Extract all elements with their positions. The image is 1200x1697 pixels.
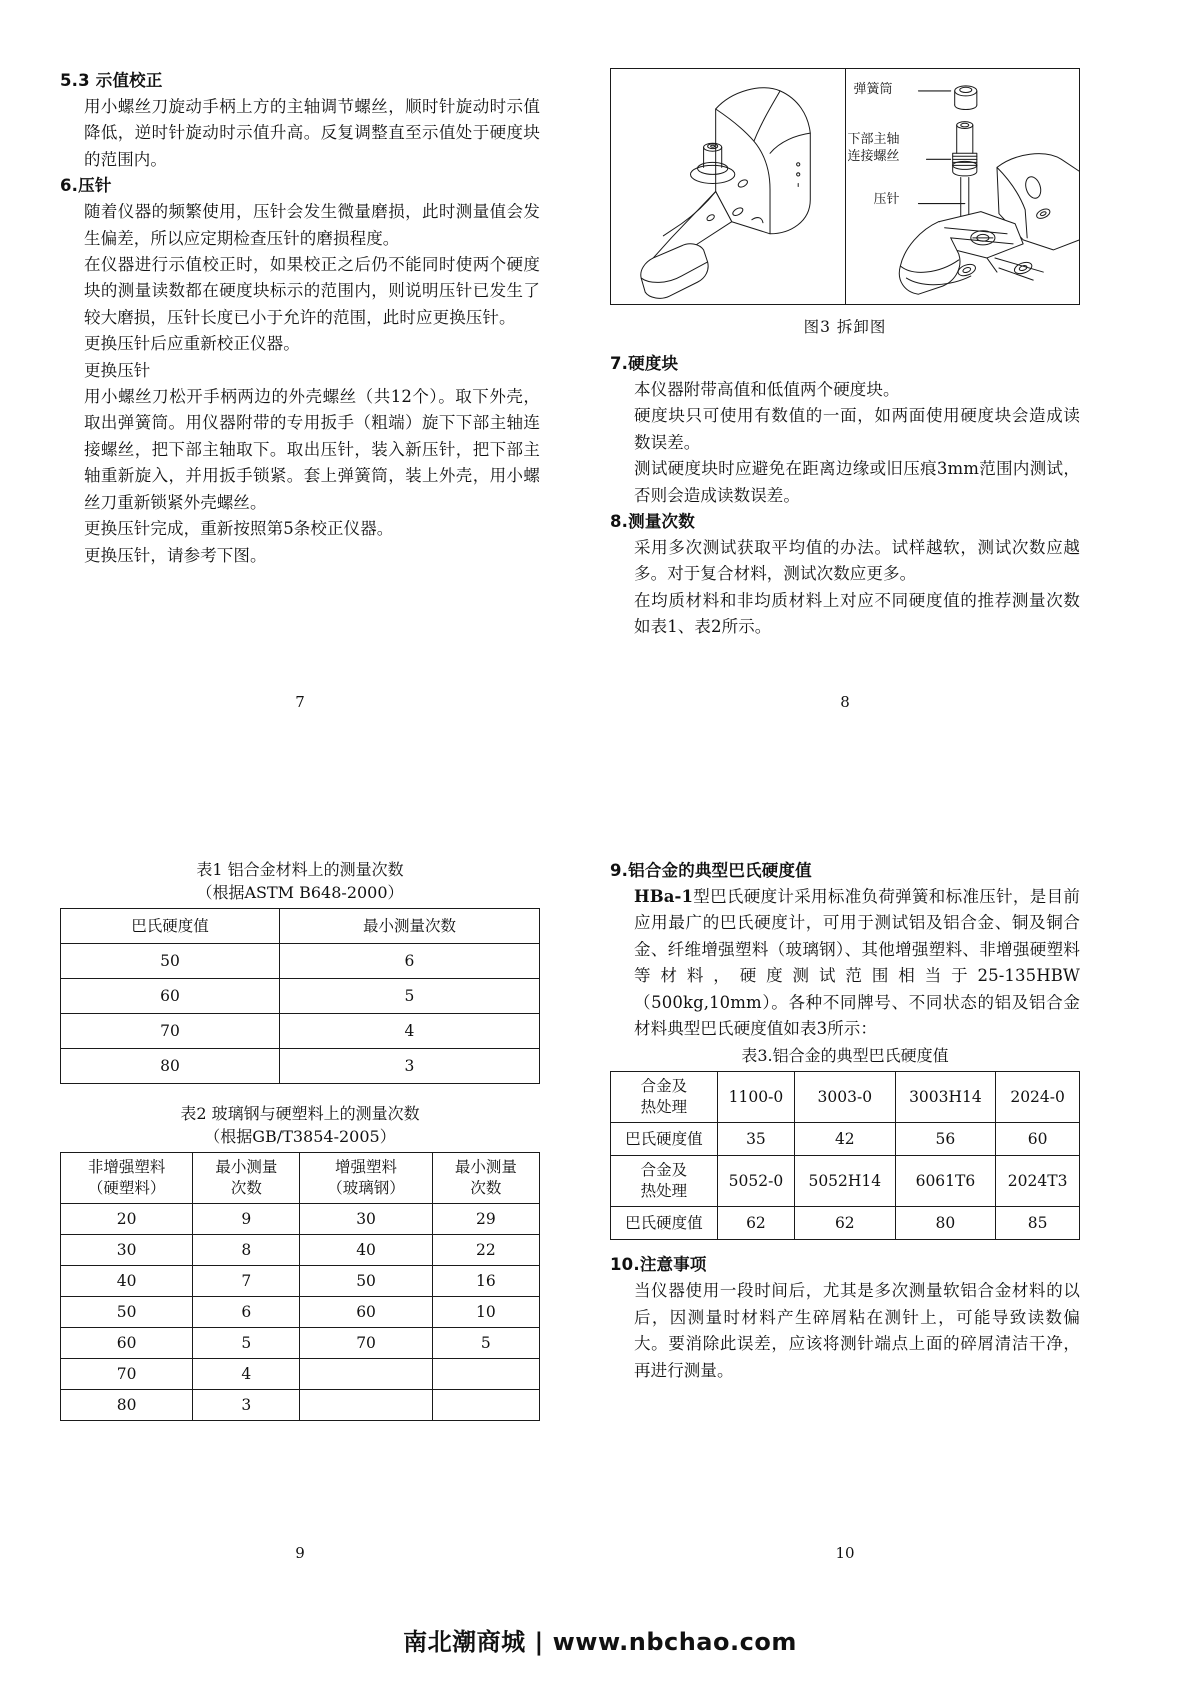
table-3-alloy-b1-0: 1100-0 xyxy=(717,1072,794,1123)
table-1-cell-0-0: 50 xyxy=(61,944,280,979)
table-3-alloy-b1-2: 3003H14 xyxy=(895,1072,996,1123)
table-1-subtitle: （根据ASTM B648-2000） xyxy=(196,883,404,902)
table-3-hardness-b1-0: 35 xyxy=(717,1123,794,1156)
table-2 xyxy=(60,1152,540,1421)
table-2-cell-1-0: 30 xyxy=(61,1235,193,1266)
table-row xyxy=(61,1266,540,1297)
table-2-cell-3-1: 6 xyxy=(193,1297,300,1328)
table-2-cell-6-2 xyxy=(300,1390,432,1421)
table-2-cell-2-1: 7 xyxy=(193,1266,300,1297)
page-9-content xyxy=(60,858,540,1421)
table-row xyxy=(61,1235,540,1266)
table-1-header-0: 巴氏硬度值 xyxy=(61,909,280,944)
table-2-cell-4-2: 70 xyxy=(300,1328,432,1359)
figure-label-spring-barrel: 弹簧筒 xyxy=(853,82,893,97)
table-row-header xyxy=(61,909,540,944)
table-row-header xyxy=(61,1153,540,1204)
paragraph-6-5: 用小螺丝刀松开手柄两边的外壳螺丝（共12个）。取下外壳，取出弹簧筒。用仪器附带的专用扳手（粗端）旋下下部主轴连接螺丝，把下部主轴取下。取出压针，装入新压针，把下部主轴重新旋入，并用扳手锁紧。套上弹簧筒，装上外壳，用小螺丝刀重新锁紧外壳螺丝。 xyxy=(84,387,540,512)
table-3-alloy-b1-3: 2024-0 xyxy=(996,1072,1080,1123)
table-3-hardness-b2-1: 62 xyxy=(795,1207,896,1240)
table-3-rowlabel-alloy-1 xyxy=(611,1072,718,1123)
table-1-title-block xyxy=(60,858,540,904)
table-3-alloy-b2-1: 5052H14 xyxy=(795,1156,896,1207)
heading-8: 8.测量次数 xyxy=(610,512,695,532)
table-3-hardness-b2-0: 62 xyxy=(717,1207,794,1240)
table-2-title-block xyxy=(60,1102,540,1148)
table-row xyxy=(61,1204,540,1235)
table-3 xyxy=(610,1071,1080,1240)
table-2-cell-3-0: 50 xyxy=(61,1297,193,1328)
figure-3 xyxy=(610,68,1080,305)
heading-5-3: 5.3 示值校正 xyxy=(60,71,163,90)
heading-10: 10.注意事项 xyxy=(610,1255,707,1275)
table-1-cell-1-1: 5 xyxy=(279,979,539,1014)
table-2-header-3-line2: 次数 xyxy=(470,1179,502,1197)
table-3-alloy-b2-0: 5052-0 xyxy=(717,1156,794,1207)
tool-exploded-illustration xyxy=(846,69,1080,304)
figure-label-lower-spindle-line1: 下部主轴 xyxy=(847,132,900,147)
table-2-header-0-line1: 非增强塑料 xyxy=(87,1158,166,1176)
table-row xyxy=(61,1049,540,1084)
table-2-header-2 xyxy=(300,1153,432,1204)
paragraph-6-2: 在仪器进行示值校正时，如果校正之后仍不能同时使两个硬度块的测量读数都在硬度块标示的范围内，则说明压针已发生了较大磨损，压针长度已小于允许的范围，此时应更换压针。 xyxy=(84,255,540,327)
table-3-hardness-b1-2: 56 xyxy=(895,1123,996,1156)
table-2-header-3-line1: 最小测量 xyxy=(454,1158,517,1176)
paragraph-6-6: 更换压针完成，重新按照第5条校正仪器。 xyxy=(84,519,394,539)
table-2-cell-0-1: 9 xyxy=(193,1204,300,1235)
table-2-cell-0-0: 20 xyxy=(61,1204,193,1235)
table-2-header-1 xyxy=(193,1153,300,1204)
table-row xyxy=(611,1207,1080,1240)
paragraph-7-2: 硬度块只可使用有数值的一面，如两面使用硬度块会造成读数误差。 xyxy=(634,406,1080,452)
paragraph-6-3: 更换压针后应重新校正仪器。 xyxy=(84,334,300,354)
page-7-content xyxy=(60,68,540,569)
paragraph-6-1: 随着仪器的频繁使用，压针会发生微量磨损，此时测量值会发生偏差，所以应定期检查压针的磨损程度。 xyxy=(84,202,540,248)
table-3-rowlabel-alloy-1-line1: 合金及 xyxy=(640,1077,688,1096)
table-2-cell-6-3 xyxy=(432,1390,539,1421)
table-2-cell-5-3 xyxy=(432,1359,539,1390)
table-2-cell-2-2: 50 xyxy=(300,1266,432,1297)
table-row xyxy=(61,979,540,1014)
table-3-rowlabel-alloy-2-line2: 热处理 xyxy=(640,1182,688,1201)
paragraph-9-rest: 型巴氏硬度计采用标准负荷弹簧和标准压针，是目前应用最广的巴氏硬度计，可用于测试铝及铝合金、铜及铜合金、纤维增强塑料（玻璃钢）、其他增强塑料、非增强硬塑料等材料，硬度测试范围相当于25-135HBW（500kg,10mm）。各种不同牌号、不同状态的铝及铝合金材料典型巴氏硬度值如表3所示： xyxy=(634,887,1080,1039)
site-footer: 南北潮商城 | www.nbchao.com xyxy=(403,1628,797,1656)
table-2-cell-3-3: 10 xyxy=(432,1297,539,1328)
table-row xyxy=(61,1328,540,1359)
table-3-hardness-b1-3: 60 xyxy=(996,1123,1080,1156)
table-3-title: 表3.铝合金的典型巴氏硬度值 xyxy=(741,1046,949,1066)
table-2-title: 表2 玻璃钢与硬塑料上的测量次数 xyxy=(180,1104,420,1123)
table-2-cell-1-2: 40 xyxy=(300,1235,432,1266)
table-row xyxy=(61,1297,540,1328)
table-row xyxy=(611,1123,1080,1156)
table-2-cell-6-1: 3 xyxy=(193,1390,300,1421)
table-3-hardness-b2-3: 85 xyxy=(996,1207,1080,1240)
table-2-cell-2-0: 40 xyxy=(61,1266,193,1297)
table-1-cell-0-1: 6 xyxy=(279,944,539,979)
table-row xyxy=(61,944,540,979)
paragraph-9-body xyxy=(610,884,1080,1042)
table-1-cell-2-1: 4 xyxy=(279,1014,539,1049)
page-10-content xyxy=(610,858,1080,1384)
table-3-hardness-b2-2: 80 xyxy=(895,1207,996,1240)
paragraph-10-body: 当仪器使用一段时间后，尤其是多次测量软铝合金材料的以后，因测量时材料产生碎屑粘在测针上，可能导致读数偏大。要消除此误差，应该将测针端点上面的碎屑清洁干净，再进行测量。 xyxy=(634,1281,1080,1380)
figure-3-right-pane xyxy=(845,69,1080,304)
tool-assembled-illustration xyxy=(611,69,845,304)
table-3-alloy-b2-3: 2024T3 xyxy=(996,1156,1080,1207)
table-1-header-1: 最小测量次数 xyxy=(279,909,539,944)
table-3-rowlabel-alloy-2-line1: 合金及 xyxy=(640,1161,688,1180)
paragraph-5-3-body: 用小螺丝刀旋动手柄上方的主轴调节螺丝，顺时针旋动时示值降低，逆时针旋动时示值升高。反复调整直至示值处于硬度块的范围内。 xyxy=(84,97,540,169)
table-2-header-2-line1: 增强塑料 xyxy=(335,1158,398,1176)
table-row xyxy=(611,1072,1080,1123)
table-row xyxy=(61,1390,540,1421)
paragraph-6-7: 更换压针，请参考下图。 xyxy=(84,545,267,565)
table-1-cell-2-0: 70 xyxy=(61,1014,280,1049)
figure-label-lower-spindle-line2: 连接螺丝 xyxy=(847,149,900,164)
table-2-cell-4-3: 5 xyxy=(432,1328,539,1359)
paragraph-7-3: 测试硬度块时应避免在距离边缘或旧压痕3mm范围内测试，否则会造成读数误差。 xyxy=(634,459,1080,505)
table-2-cell-5-0: 70 xyxy=(61,1359,193,1390)
heading-9: 9.铝合金的典型巴氏硬度值 xyxy=(610,861,812,880)
table-1-cell-3-0: 80 xyxy=(61,1049,280,1084)
table-2-cell-0-3: 29 xyxy=(432,1204,539,1235)
table-3-rowlabel-alloy-1-line2: 热处理 xyxy=(640,1098,688,1117)
table-2-cell-1-1: 8 xyxy=(193,1235,300,1266)
table-3-alloy-b2-2: 6061T6 xyxy=(895,1156,996,1207)
paragraph-8-2: 在均质材料和非均质材料上对应不同硬度值的推荐测量次数如表1、表2所示。 xyxy=(634,590,1080,637)
table-1-title: 表1 铝合金材料上的测量次数 xyxy=(196,860,404,879)
page-8-content xyxy=(610,68,1080,641)
table-2-cell-5-2 xyxy=(300,1359,432,1390)
table-3-rowlabel-hardness-2: 巴氏硬度值 xyxy=(611,1207,718,1240)
table-row xyxy=(61,1014,540,1049)
folio-page-10: 10 xyxy=(835,1544,855,1562)
table-3-hardness-b1-1: 42 xyxy=(795,1123,896,1156)
table-2-cell-1-3: 22 xyxy=(432,1235,539,1266)
table-2-cell-0-2: 30 xyxy=(300,1204,432,1235)
table-3-title-block xyxy=(610,1044,1080,1067)
table-row xyxy=(61,1359,540,1390)
folio-page-9: 9 xyxy=(295,1544,305,1562)
table-2-cell-5-1: 4 xyxy=(193,1359,300,1390)
model-name: HBa-1 xyxy=(634,887,694,906)
table-2-header-3 xyxy=(432,1153,539,1204)
table-2-header-0-line2: （硬塑料） xyxy=(87,1179,166,1197)
table-3-rowlabel-hardness-1: 巴氏硬度值 xyxy=(611,1123,718,1156)
table-2-cell-6-0: 80 xyxy=(61,1390,193,1421)
table-2-cell-4-1: 5 xyxy=(193,1328,300,1359)
table-2-header-1-line2: 次数 xyxy=(230,1179,262,1197)
table-1-cell-3-1: 3 xyxy=(279,1049,539,1084)
figure-3-caption: 图3 拆卸图 xyxy=(803,318,887,336)
table-2-cell-4-0: 60 xyxy=(61,1328,193,1359)
table-2-cell-2-3: 16 xyxy=(432,1266,539,1297)
figure-label-indenter: 压针 xyxy=(873,192,900,207)
table-2-header-0 xyxy=(61,1153,193,1204)
table-1-cell-1-0: 60 xyxy=(61,979,280,1014)
table-2-subtitle: （根据GB/T3854-2005） xyxy=(204,1127,396,1146)
table-1 xyxy=(60,908,540,1084)
folio-page-7: 7 xyxy=(295,693,305,711)
paragraph-6-4: 更换压针 xyxy=(84,360,151,380)
folio-page-8: 8 xyxy=(840,693,850,711)
table-2-cell-3-2: 60 xyxy=(300,1297,432,1328)
table-3-rowlabel-alloy-2 xyxy=(611,1156,718,1207)
table-2-header-2-line2: （玻璃钢） xyxy=(327,1179,405,1197)
figure-3-left-pane xyxy=(611,69,845,304)
paragraph-7-1: 本仪器附带高值和低值两个硬度块。 xyxy=(634,380,900,399)
table-2-header-1-line1: 最小测量 xyxy=(215,1158,278,1176)
paragraph-8-1: 采用多次测试获取平均值的办法。试样越软，测试次数应越多。对于复合材料，测试次数应更多。 xyxy=(634,538,1080,584)
heading-6: 6.压针 xyxy=(60,176,112,196)
table-row xyxy=(611,1156,1080,1207)
heading-7: 7.硬度块 xyxy=(610,354,679,373)
table-3-alloy-b1-1: 3003-0 xyxy=(795,1072,896,1123)
